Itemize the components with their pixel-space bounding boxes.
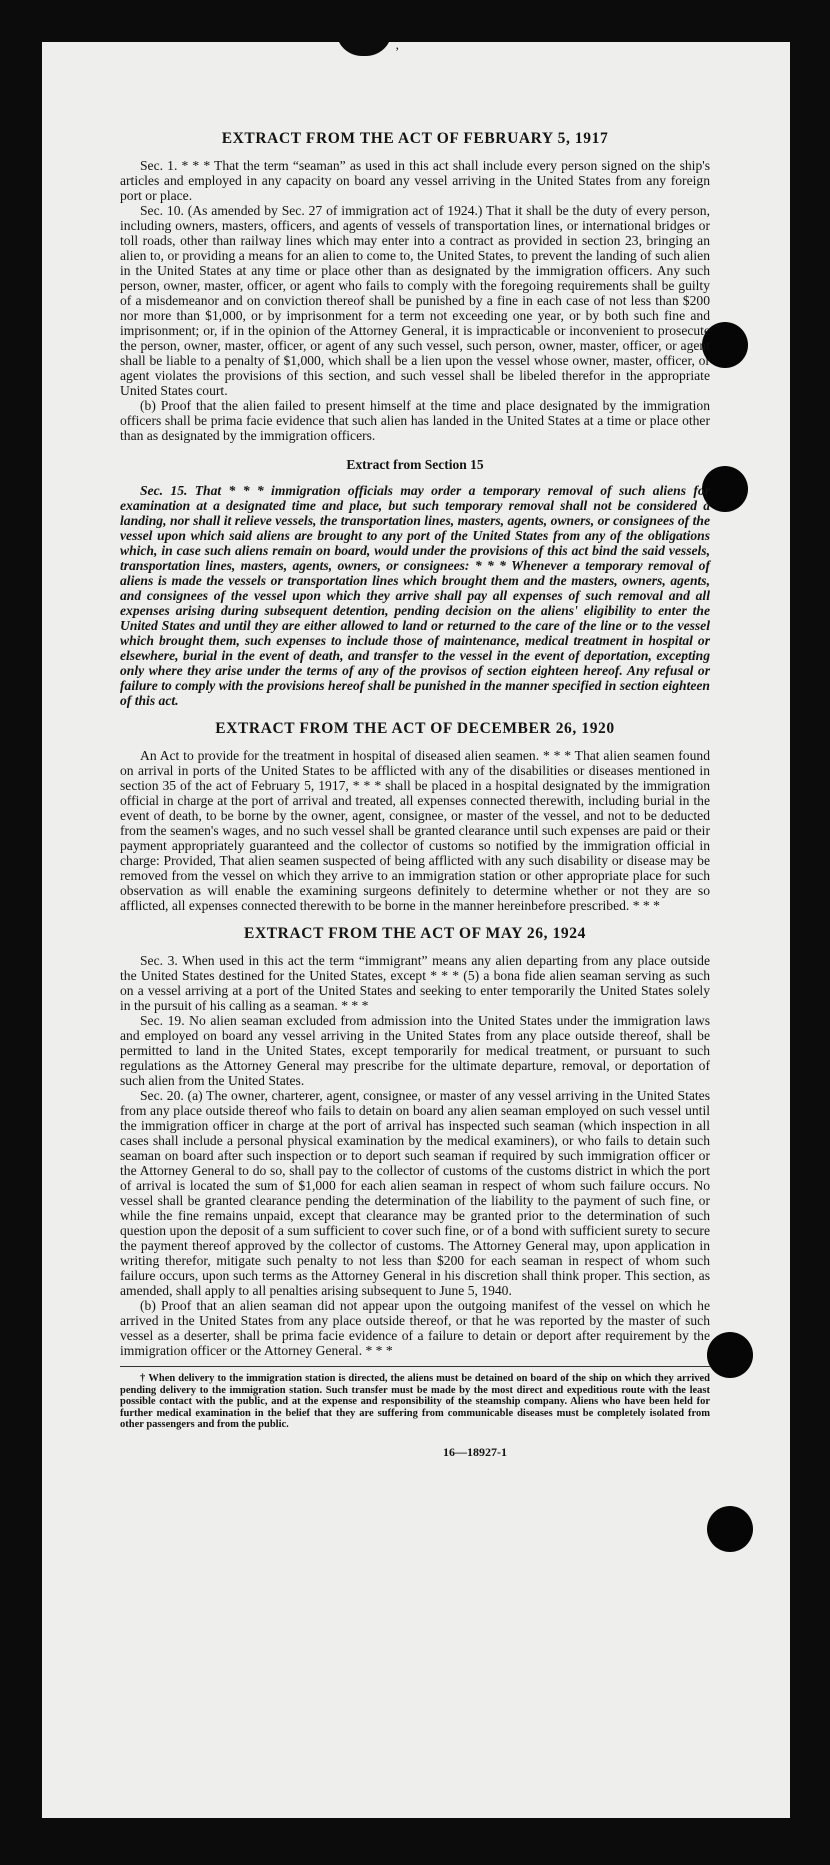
stray-mark: ’ [395,44,400,59]
section-3: Sec. 3. When used in this act the term “immigrant” means any alien departing from any place outside the United States destined for the United States, except * * * (5) a bona fide alien seaman serving as such on a vessel arriving at a port of the United States and seeking to enter temporarily the United States solely in the pursuit of his calling as a seaman. * * * [120,953,710,1013]
document-body [120,130,710,1460]
footnote-divider [120,1366,710,1367]
section-10-b: (b) Proof that the alien failed to present himself at the time and place designated by the immigration officers shall be prima facie evidence that such alien has landed in the United States at a time or place other than as designated by the immigration officers. [120,398,710,443]
section-1: Sec. 1. * * * That the term “seaman” as used in this act shall include every person signed on the ship's articles and employed in any capacity on board any vessel arriving in the United States from any foreign port or place. [120,158,710,203]
punch-notch [336,42,392,56]
heading-act-1920: EXTRACT FROM THE ACT OF DECEMBER 26, 1920 [215,720,615,737]
document-page [42,42,790,1818]
section-15: Sec. 15. That * * * immigration officials may order a temporary removal of such aliens for examination at a designated time and place, but such temporary removal shall not be considered a landing, nor shall it relieve vessels, the transportation lines, masters, agents, owners, or consignees of the vessel upon which said aliens are brought to any port of the United States from any of the obligations which, in case such aliens remain on board, would under the provisions of this act bind the said vessels, transportation lines, masters, agents, owners, or consignees: * * * Whenever a temporary removal of aliens is made the vessels or transportation lines which brought them and the masters, owners, agents, and consignees of the vessel upon which they arrive shall pay all expenses of such removal and all expenses arising during subsequent detention, pending decision on the aliens' eligibility to enter the United States and until they are either allowed to land or returned to the care of the line or to the vessel which brought them, such expenses to include those of maintenance, medical treatment in hospital or elsewhere, burial in the event of death, and transfer to the vessel in the event of deportation, excepting only where they arise under the terms of any of the provisos of section eighteen hereof. Any refusal or failure to comply with the provisions hereof shall be punished in the manner specified in section eighteen of this act. [120,483,710,708]
heading-act-1924: EXTRACT FROM THE ACT OF MAY 26, 1924 [244,925,586,942]
section-20-b: (b) Proof that an alien seaman did not appear upon the outgoing manifest of the vessel on which he arrived in the United States from any place outside thereof, or that he was reported by the master of such vessel as a deserter, shall be prima facie evidence of a failure to detain or deport after requirement by the immigration officer or the Attorney General. * * * [120,1298,710,1358]
act-1920-text: An Act to provide for the treatment in hospital of diseased alien seamen. * * * That alien seamen found on arrival in ports of the United States to be afflicted with any of the disabilities or diseases mentioned in section 35 of the act of February 5, 1917, * * * shall be placed in a hospital designated by the immigration official in charge at the port of arrival and treated, all expenses connected therewith, including burial in the event of death, to be borne by the owner, agent, consignee, or master of the vessel, and not to be deducted from the seamen's wages, and no such vessel shall be granted clearance until such expenses are paid or their payment appropriately guaranteed and the collector of customs so notified by the immigration official in charge: Provided, That alien seamen suspected of being afflicted with any such disability or disease may be removed from the vessel on which they arrive to an immigration station or other appropriate place for such observation as will enable the examining surgeons definitely to determine whether or not they are so afflicted, all expenses connected therewith to be borne in the manner hereinbefore prescribed. * * * [120,748,710,913]
punch-hole [707,1332,753,1378]
heading-section-15: Extract from Section 15 [346,457,484,472]
section-10: Sec. 10. (As amended by Sec. 27 of immigration act of 1924.) That it shall be the duty of every person, including owners, masters, officers, and agents of vessels of transportation lines, or international bridges or toll roads, other than railway lines which may enter into a contract as provided in section 23, bringing an alien to, or providing a means for an alien to come to, the United States, to prevent the landing of such alien in the United States at any time or place other than as designated by the immigration officers. Any such person, owner, master, officer, or agent who fails to comply with the foregoing requirements shall be guilty of a misdemeanor and on conviction thereof shall be punished by a fine in each case of not less than $200 nor more than $1,000, or by imprisonment for a term not exceeding one year, or by both such fine and imprisonment; or, if in the opinion of the Attorney General, it is impracticable or inconvenient to prosecute the person, owner, master, officer, or agent of any such vessel, such person, owner, master, officer, or agent shall be liable to a penalty of $1,000, which shall be a lien upon the vessel whose owner, master, officer, or agent violates the provisions of this section, and such vessel shall be libeled therefor in the appropriate United States court. [120,203,710,398]
punch-hole [707,1506,753,1552]
heading-act-1917: EXTRACT FROM THE ACT OF FEBRUARY 5, 1917 [221,130,609,147]
footnote: † When delivery to the immigration station is directed, the aliens must be detained on board of the ship on which they arrived pending delivery to the immigration station. Such transfer must be made by the most direct and expeditious route with the least possible contact with the public, and at the expense and responsibility of the steamship company. Aliens who have been held for further medical examination in the belief that they are suffering from communicable diseases must be completely isolated from other passengers and from the public. [120,1373,710,1430]
section-19: Sec. 19. No alien seaman excluded from admission into the United States under the immigration laws and employed on board any vessel arriving in the United States from any place outside thereof, shall be permitted to land in the United States, except temporarily for medical treatment, or pursuant to such regulations as the Attorney General may prescribe for the ultimate departure, removal, or deportation of such alien from the United States. [120,1013,710,1088]
section-20: Sec. 20. (a) The owner, charterer, agent, consignee, or master of any vessel arriving in the United States from any place outside thereof who fails to detain on board any alien seaman employed on such vessel until the immigration officer in charge at the port of arrival has inspected such seaman (which inspection in all cases shall include a personal physical examination by the medical examiners), or who fails to detain such seaman on board after such inspection or to deport such seaman if required by such immigration officer or the Attorney General to do so, shall pay to the collector of customs of the customs district in which the port of arrival is located the sum of $1,000 for each alien seaman in respect of whom such failure occurs. No vessel shall be granted clearance pending the determination of the liability to the payment of such fine, or while the fine remains unpaid, except that clearance may be granted prior to the determination of such question upon the deposit of a sum sufficient to cover such fine, or of a bond with sufficient surety to secure the payment thereof approved by the collector of customs. The Attorney General may, upon application in writing therefor, mitigate such penalty to not less than $200 for each seaman in respect of whom such failure occurs, upon such terms as the Attorney General in his discretion shall think proper. This section, as amended, shall apply to all penalties arising subsequent to June 5, 1940. [120,1088,710,1298]
form-code: 16—18927-1 [443,1444,507,1459]
